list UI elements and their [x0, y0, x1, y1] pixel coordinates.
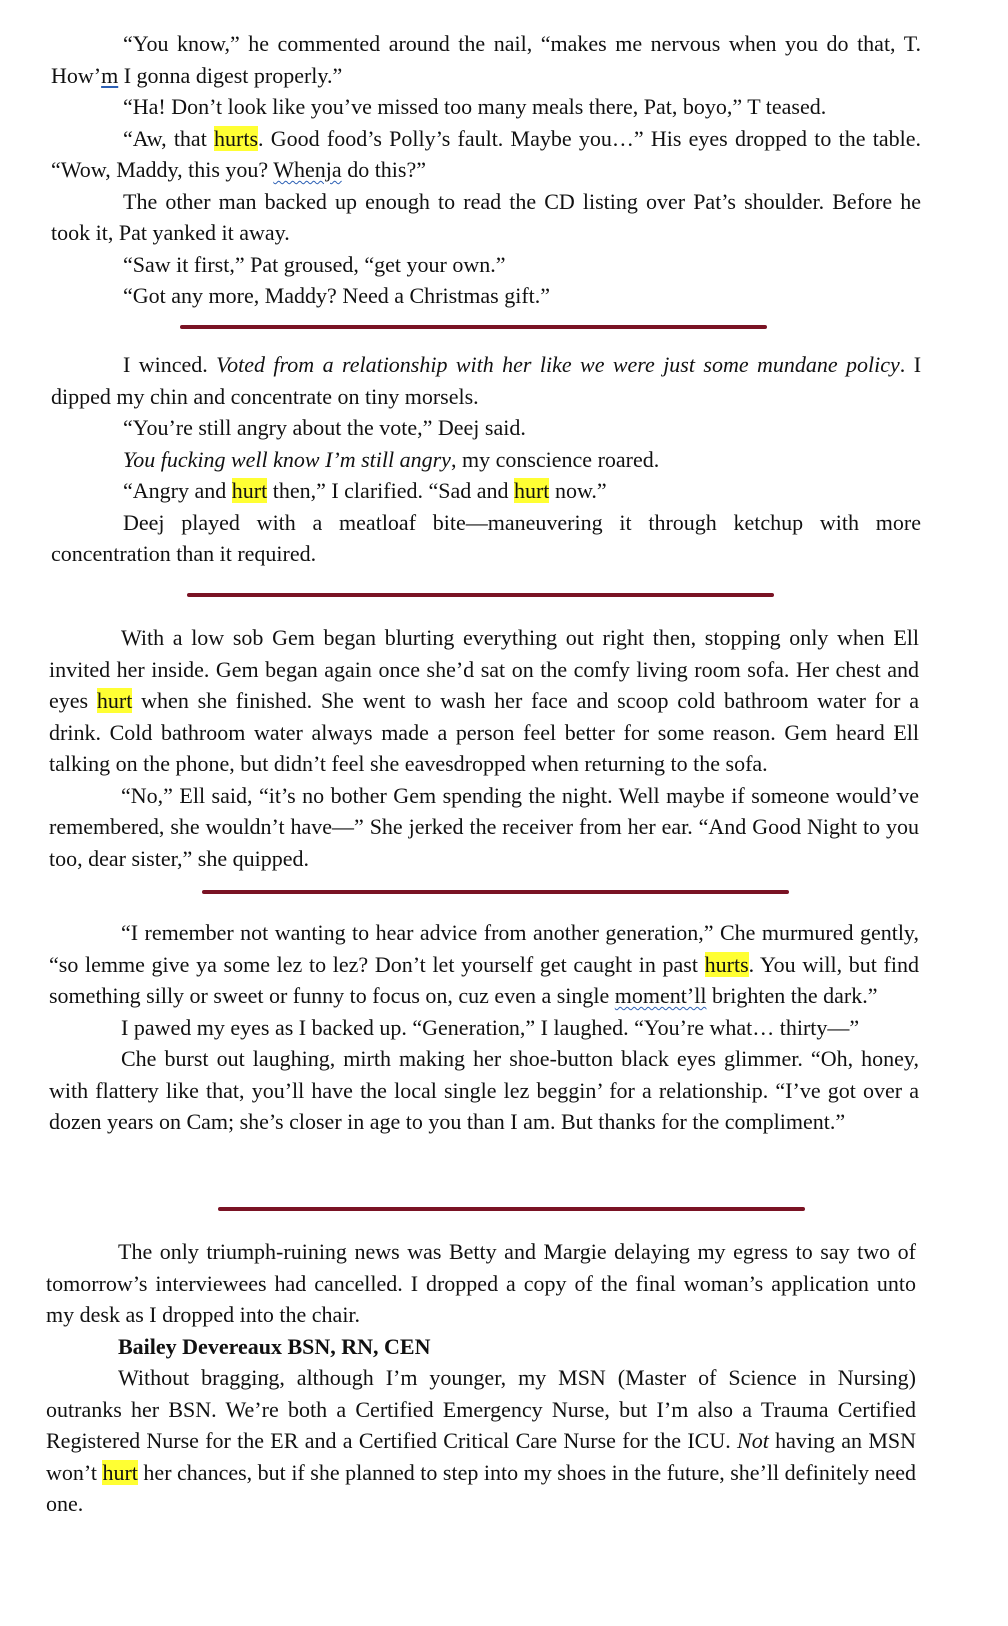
excerpt-section-2	[51, 349, 921, 570]
text-run: brighten the dark.”	[706, 983, 878, 1008]
text-run: “You know,” he commented around the nail, “makes me nervous when you do that, T. How’	[51, 31, 921, 88]
paragraph	[46, 1331, 916, 1363]
text-run: her chances, but if she planned to step into my shoes in the future, she’ll definitely need one.	[46, 1459, 916, 1516]
text-run: Without bragging, although I’m younger, my MSN (Master of Science in Nursing) outranks her BSN. We’re both a Certified Emergency Nurse, but I’m also a Trauma Certified Registered Nurse for the ER and a Certified Critical Care Nurse for the ICU.	[46, 1365, 916, 1453]
text-run: “No,” Ell said, “it’s no bother Gem spending the night. Well maybe if someone would’ve remembered, she wouldn’t have—” She jerked the receiver from her ear. “And Good Night to you too, dear sister,” she quipped.	[49, 782, 919, 871]
highlighted-word: hurt	[102, 1459, 138, 1485]
paragraph	[49, 1043, 919, 1138]
highlighted-word: hurts	[704, 951, 749, 977]
text-run: now.”	[549, 478, 607, 503]
paragraph	[49, 1012, 919, 1044]
text-run: . You will, but find something silly or sweet or funny to focus on, cuz even a single	[49, 951, 919, 1008]
excerpt-section-1	[51, 28, 921, 312]
spellcheck-flagged-word: Whenja	[273, 157, 342, 182]
paragraph	[51, 475, 921, 507]
paragraph	[51, 186, 921, 249]
text-run: “Got any more, Maddy? Need a Christmas gift.”	[123, 283, 551, 308]
text-run: The other man backed up enough to read the CD listing over Pat’s shoulder. Before he took it, Pat yanked it away.	[51, 188, 921, 245]
text-run: I gonna digest properly.”	[118, 62, 343, 88]
text-run: having an MSN won’t	[46, 1428, 917, 1485]
excerpt-section-5	[46, 1236, 916, 1520]
italic-text: Voted from a relationship with her like we were just some mundane policy	[216, 352, 900, 377]
underlined-letter: m	[101, 62, 119, 88]
spellcheck-flagged-word: moment’ll	[614, 983, 707, 1008]
text-run: “Angry and	[123, 478, 232, 503]
paragraph	[51, 28, 921, 91]
excerpt-section-3	[49, 622, 919, 874]
paragraph	[51, 507, 921, 570]
paragraph	[51, 280, 921, 312]
text-run: , my conscience roared.	[450, 446, 660, 472]
highlighted-word: hurt	[96, 688, 133, 713]
text-run: . Good food’s Polly’s fault. Maybe you…” His eyes dropped to the table. “Wow, Maddy, this you?	[51, 125, 921, 182]
section-divider	[187, 593, 774, 597]
text-run: I winced.	[123, 352, 217, 377]
text-run: “Ha! Don’t look like you’ve missed too many meals there, Pat, boyo,” T teased.	[123, 94, 827, 119]
section-divider	[202, 890, 789, 894]
text-run: Deej played with a meatloaf bite—maneuvering it through ketchup with more concentration than it required.	[51, 509, 921, 566]
text-run: do this?”	[341, 157, 427, 182]
paragraph	[49, 622, 919, 780]
text-run: “Aw, that	[123, 125, 215, 151]
highlighted-word: hurt	[231, 478, 268, 503]
text-run: The only triumph-ruining news was Betty and Margie delaying my egress to say two of tomorrow’s interviewees had cancelled. I dropped a copy of the final woman’s application unto my desk as I dropped into the chair.	[46, 1239, 916, 1327]
text-run: With a low sob Gem began blurting everything out right then, stopping only when Ell invited her inside. Gem began again once she’d sat on the comfy living room sofa. Her chest and eyes	[49, 625, 919, 713]
italic-text: You fucking well know I’m still angry	[123, 446, 451, 472]
paragraph	[51, 349, 921, 412]
text-run: “You’re still angry about the vote,” Deej said.	[123, 415, 526, 440]
paragraph	[51, 444, 921, 476]
paragraph	[46, 1236, 916, 1331]
paragraph	[51, 249, 921, 281]
paragraph	[51, 123, 921, 186]
paragraph	[51, 91, 921, 123]
text-run: then,” I clarified. “Sad and	[267, 478, 514, 503]
paragraph	[49, 780, 919, 875]
excerpt-section-4	[49, 917, 919, 1138]
paragraph	[46, 1362, 916, 1520]
text-run: . I dipped my chin and concentrate on tiny morsels.	[51, 352, 922, 409]
text-run: when she finished. She went to wash her face and scoop cold bathroom water for a drink. Cold bathroom water always made a person feel better for some reason. Gem heard Ell talking on the phone, but didn’t feel she eavesdropped when returning to the sofa.	[49, 688, 919, 776]
bold-heading: Bailey Devereaux BSN, RN, CEN	[118, 1333, 431, 1359]
highlighted-word: hurt	[513, 478, 550, 503]
highlighted-word: hurts	[214, 125, 259, 151]
paragraph	[49, 917, 919, 1012]
italic-text: Not	[737, 1428, 769, 1453]
text-run: Che burst out laughing, mirth making her shoe-button black eyes glimmer. “Oh, honey, with flattery like that, you’ll have the local single lez beggin’ for a relationship. “I’ve got over a dozen years on Cam; she’s closer in age to you than I am. But thanks for the compliment.”	[49, 1046, 919, 1134]
text-run: “I remember not wanting to hear advice from another generation,” Che murmured gently, “so lemme give ya some lez to lez? Don’t let yourself get caught in past	[49, 920, 919, 977]
section-divider	[180, 325, 767, 329]
text-run: “Saw it first,” Pat groused, “get your own.”	[123, 251, 506, 277]
section-divider	[218, 1207, 805, 1211]
paragraph	[51, 412, 921, 444]
text-run: I pawed my eyes as I backed up. “Generation,” I laughed. “You’re what… thirty—”	[121, 1014, 860, 1040]
